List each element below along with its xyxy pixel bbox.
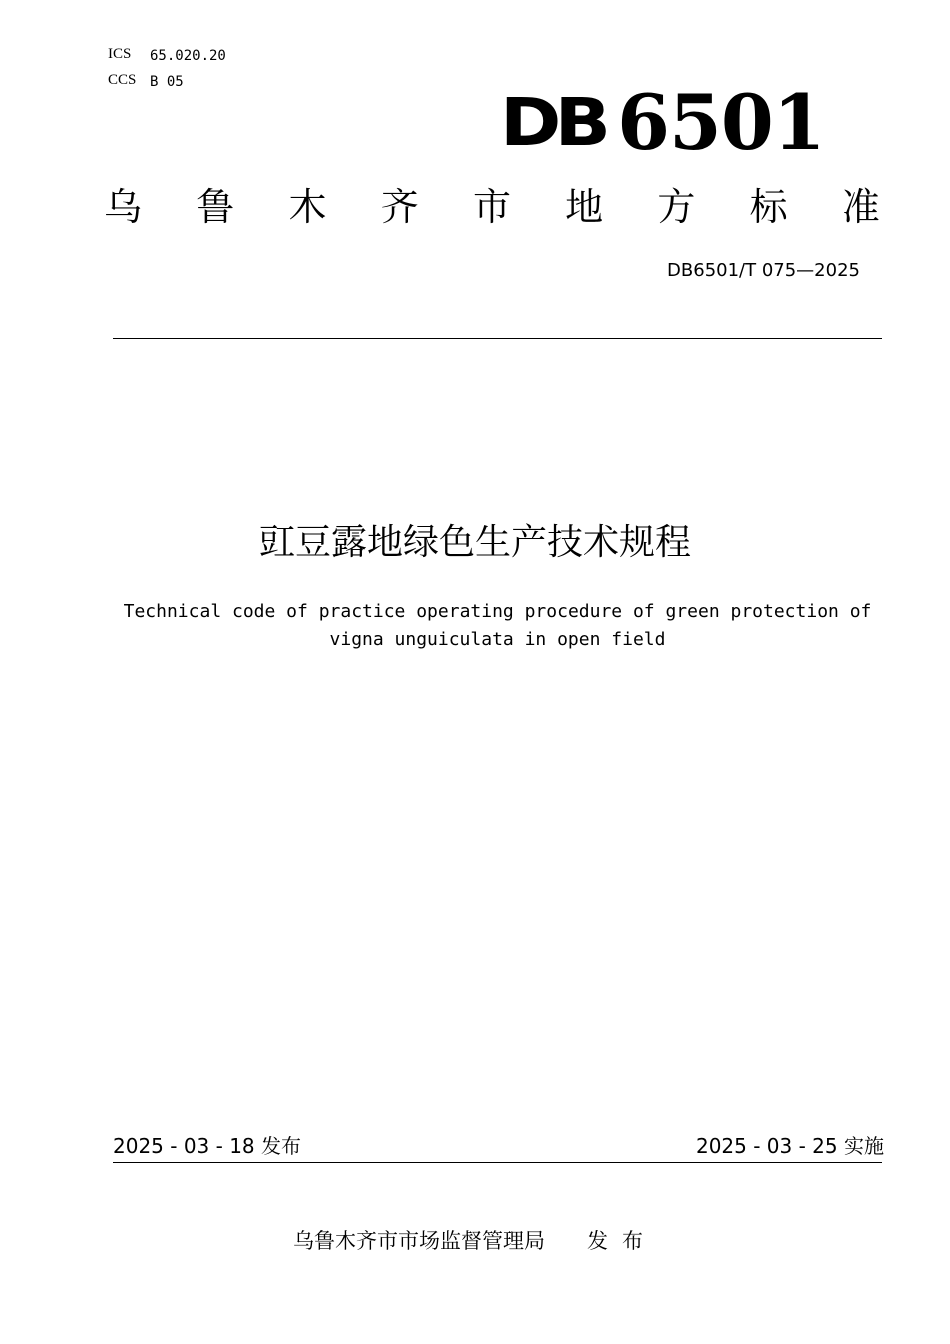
standard-type-char: 乌: [104, 185, 143, 229]
ics-value: 65.020.20: [150, 48, 226, 64]
implementation-date: 2025 - 03 - 25 实施: [695, 1134, 884, 1158]
standard-mark-number: 6501: [617, 78, 825, 167]
document-title-zh: 豇豆露地绿色生产技术规程: [258, 522, 691, 563]
standard-type-title: [104, 182, 880, 232]
document-title-en: Technical code of practice operating procedure of green protection of vigna unguiculata in open field: [123, 601, 872, 650]
standard-type-char: 准: [841, 185, 880, 229]
standard-type-char: 木: [288, 185, 327, 229]
ccs-label: CCS: [108, 72, 137, 88]
release-date: 2025 - 03 - 18 发布: [113, 1134, 302, 1158]
standard-type-char: 市: [472, 185, 511, 229]
standard-type-char: 鲁: [196, 185, 235, 229]
standard-type-char: 方: [657, 185, 696, 229]
header-divider: [113, 338, 882, 339]
footer-divider: [113, 1162, 882, 1163]
standard-type-char: 齐: [380, 185, 419, 229]
issuer-action: 发布: [587, 1229, 657, 1253]
standard-type-char: 标: [749, 185, 788, 229]
issuer-name: 乌鲁木齐市市场监督管理局: [293, 1229, 545, 1253]
standard-mark-prefix: DB: [500, 84, 605, 161]
ics-label: ICS: [108, 46, 132, 62]
standard-mark: [500, 78, 825, 167]
issuer-line: [0, 1226, 950, 1256]
standard-type-char: 地: [565, 185, 604, 229]
standard-number: DB6501/T 075—2025: [667, 260, 860, 281]
ccs-value: B 05: [150, 74, 184, 90]
